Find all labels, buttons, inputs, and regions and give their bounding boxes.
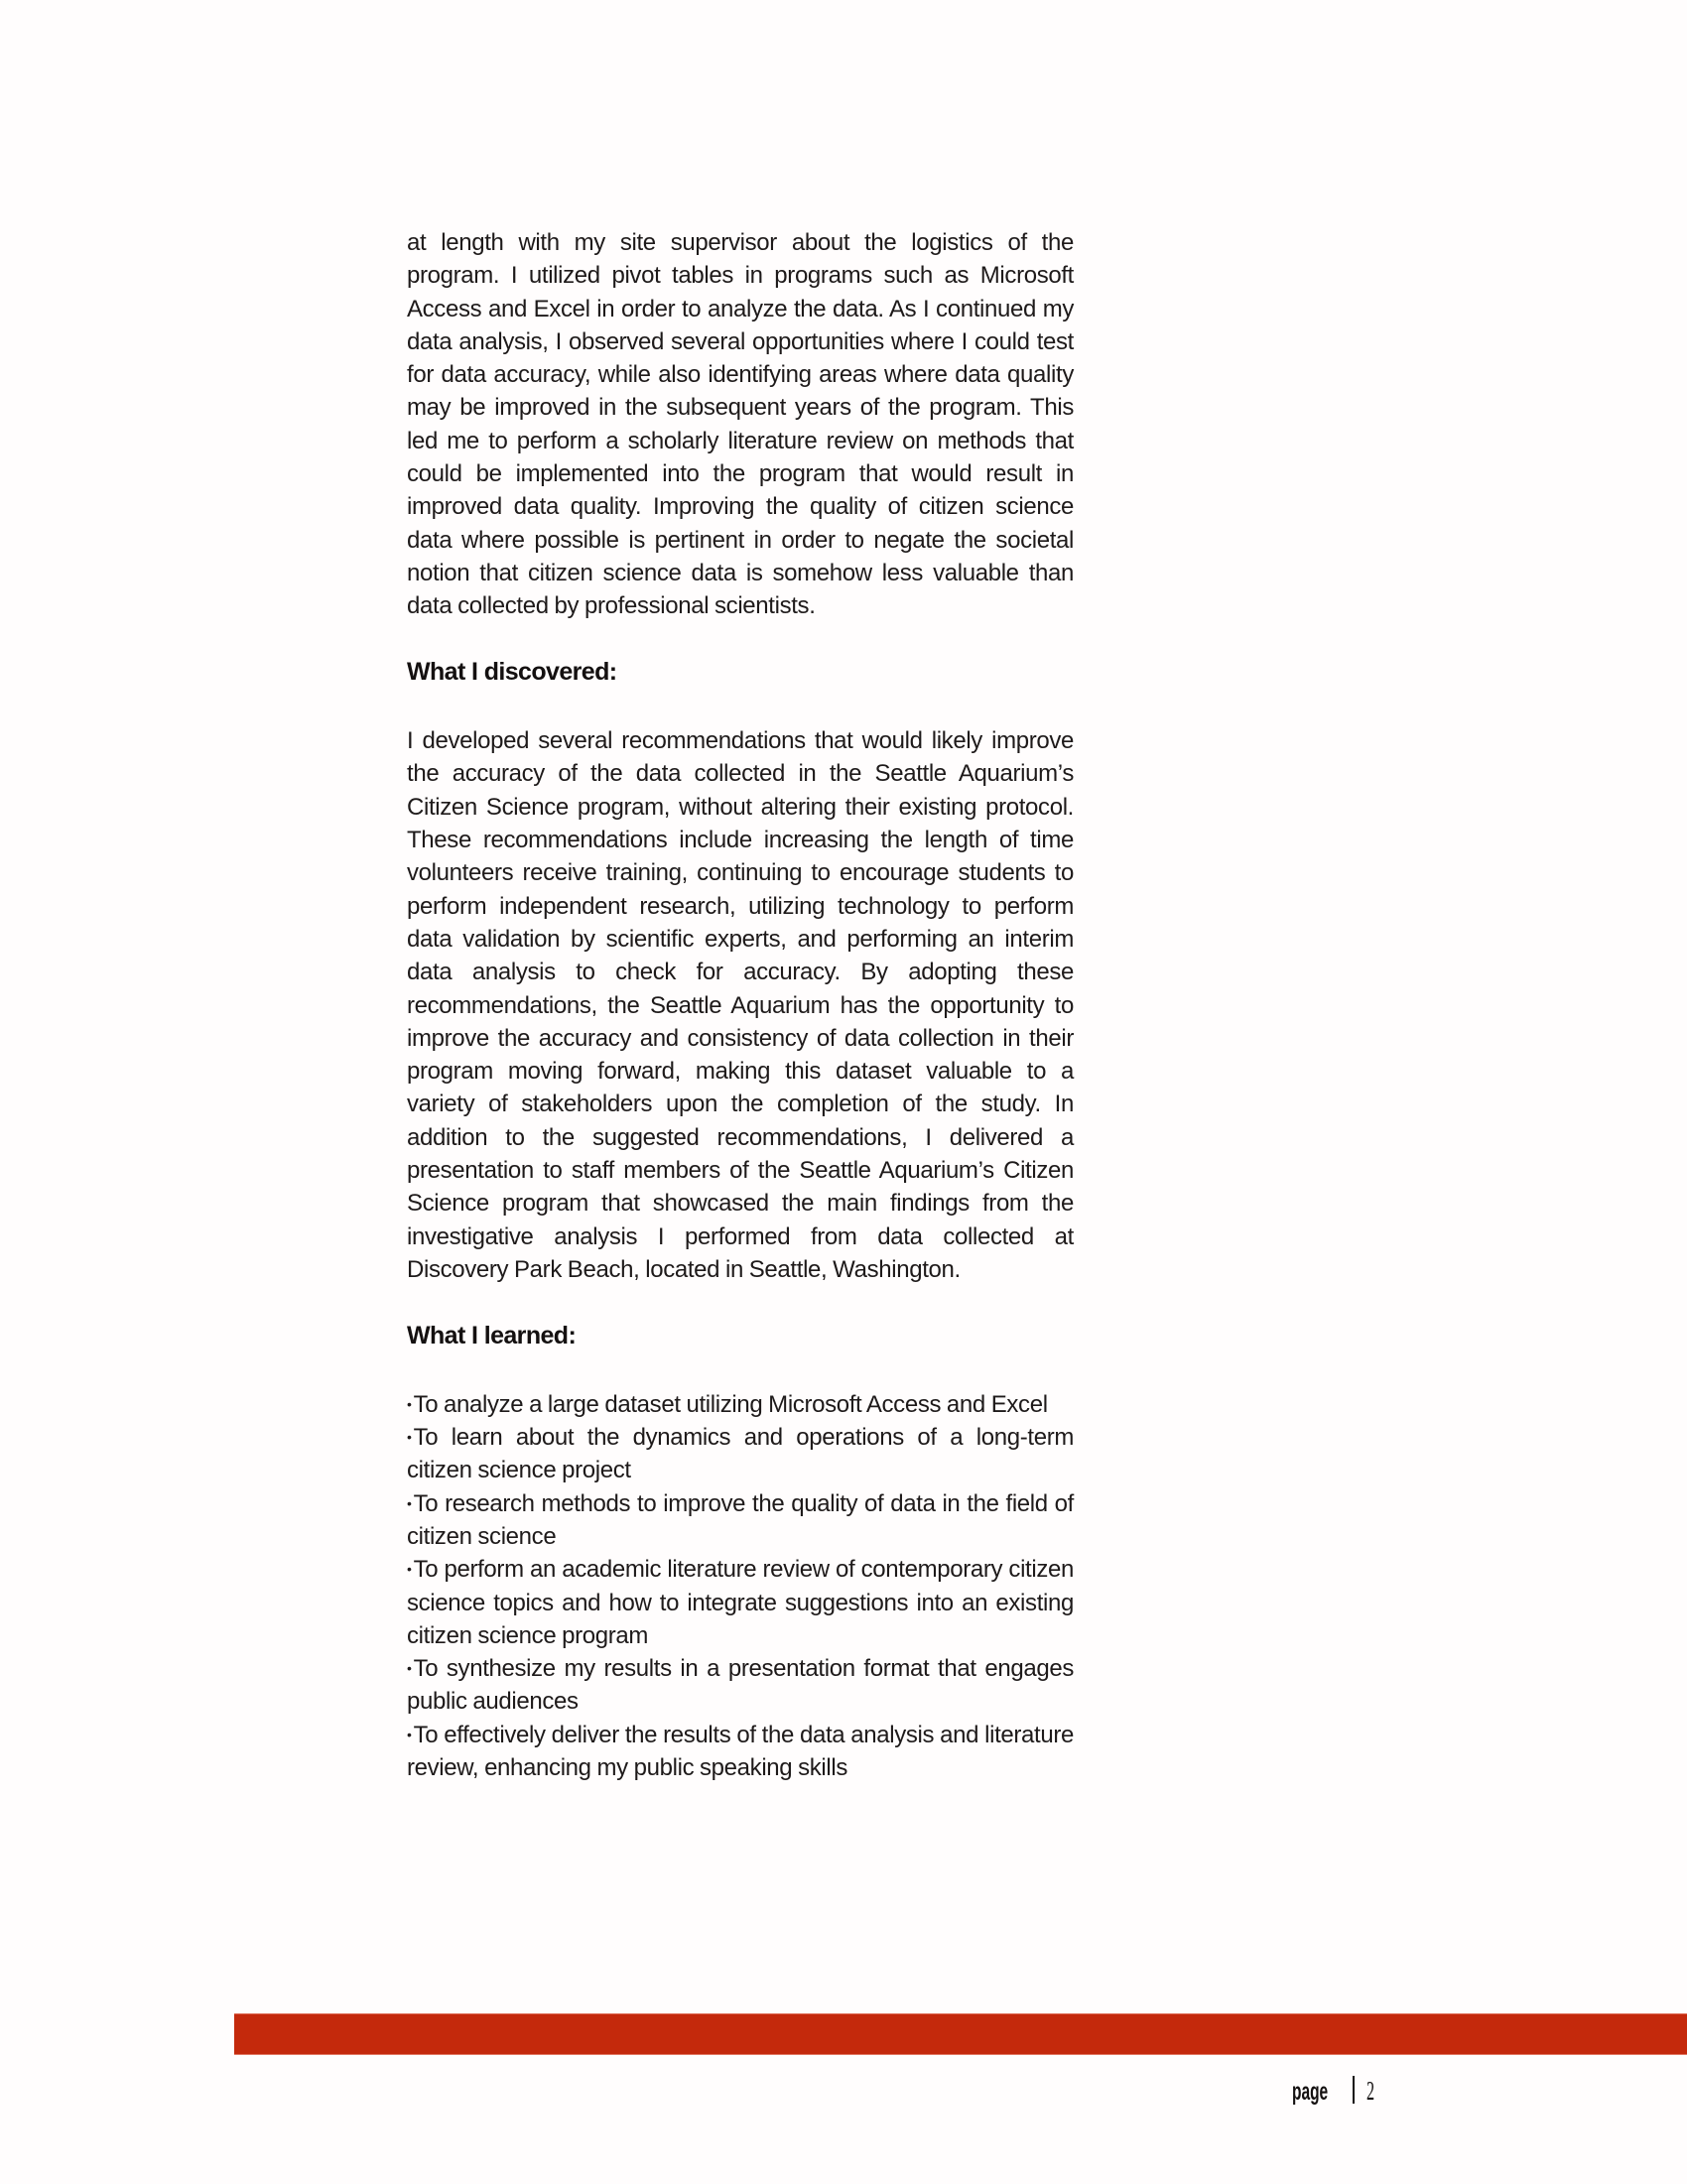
bullet-icon: • [407, 1660, 412, 1677]
bullet-icon: • [407, 1494, 412, 1511]
intro-paragraph: at length with my site supervisor about the logistics of the program. I utilized pivot tables in programs such as Microsoft Access and Excel in order to analyze the data. As I continued my data analysis, I observed several opportunities where I could test for data accuracy, while also identifying areas where data quality may be improved in the subsequent years of the program. This led me to perform a scholarly literature review on methods that could be implemented into the program that would result in improved data quality. Improving the quality of citizen science data where possible is pertinent in order to negate the societal notion that citizen science data is somehow less valuable than data collected by professional scientists. [407, 229, 1074, 620]
list-item-text: To analyze a large dataset utilizing Microsoft Access and Excel [413, 1390, 1048, 1418]
page-number-value: 2 [1366, 2076, 1375, 2106]
discovered-paragraph: I developed several recommendations that would likely improve the accuracy of the data collected in the Seattle Aquarium’s Citizen Science program, without altering their existing protocol. These recommendations include increasing the length of time volunteers receive training, continuing to encourage students to perform independent research, utilizing technology to perform data validation by scientific experts, and performing an interim data analysis to check for accuracy. By adopting these recommendations, the Seattle Aquarium has the opportunity to improve the accuracy and consistency of data collection in their program moving forward, making this dataset valuable to a variety of stakeholders upon the completion of the study. In addition to the suggested recommendations, I delivered a presentation to staff members of the Seattle Aquarium’s Citizen Science program that showcased the main findings from the investigative analysis I performed from data collected at Discovery Park Beach, located in Seattle, Washington. [407, 727, 1074, 1283]
spacer [407, 689, 1074, 724]
list-item [407, 1719, 1074, 1785]
spacer [407, 1286, 1074, 1319]
page-number [1292, 2072, 1380, 2104]
list-item-text: To research methods to improve the quality of data in the field of citizen science [407, 1489, 1074, 1550]
footer-accent-bar [234, 2013, 1687, 2055]
page-label: page [1292, 2078, 1329, 2106]
list-item [407, 1553, 1074, 1652]
list-item-text: To effectively deliver the results of the data analysis and literature review, enhancing my public speaking skills [407, 1721, 1074, 1782]
section-heading-discovered: What I discovered: [407, 657, 617, 686]
bullet-icon: • [407, 1561, 412, 1578]
bullet-icon: • [407, 1726, 412, 1742]
list-item [407, 1487, 1074, 1554]
bullet-icon: • [407, 1395, 412, 1412]
list-item [407, 1652, 1074, 1719]
spacer [407, 1352, 1074, 1388]
bullet-icon: • [407, 1429, 412, 1446]
list-item [407, 1421, 1074, 1487]
section-heading-learned: What I learned: [407, 1321, 577, 1349]
list-item-text: To perform an academic literature review of contemporary citizen science topics and how to integrate suggestions into an existing citizen science program [407, 1556, 1074, 1649]
learned-list [407, 1388, 1074, 1785]
page-separator [1353, 2076, 1355, 2104]
spacer [407, 623, 1074, 656]
list-item-text: To learn about the dynamics and operations of a long-term citizen science project [407, 1424, 1074, 1484]
text-column [407, 226, 1074, 1784]
list-item-text: To synthesize my results in a presentation format that engages public audiences [407, 1655, 1074, 1716]
list-item [407, 1388, 1074, 1421]
